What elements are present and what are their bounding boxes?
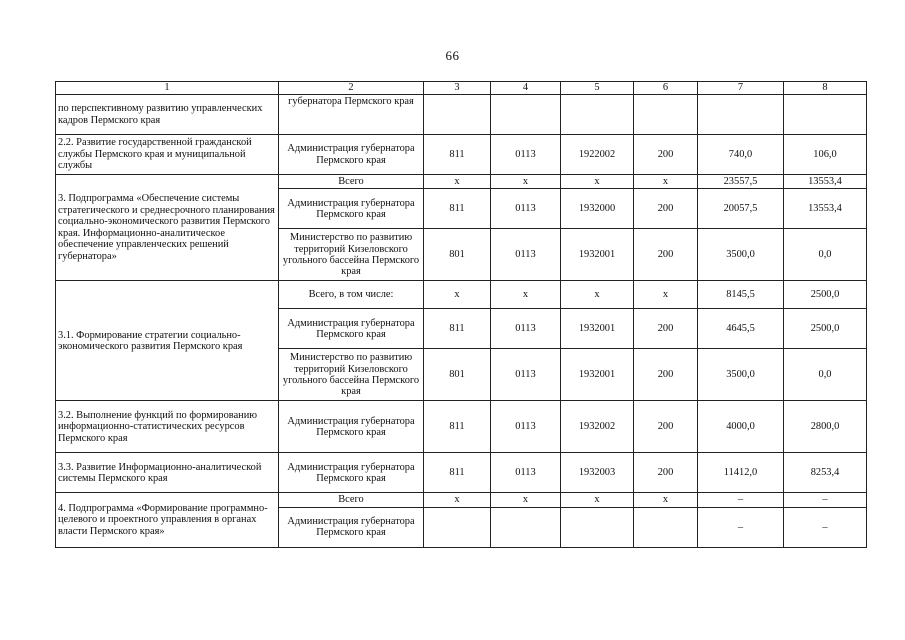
program-name-cell: 4. Подпрограмма «Формирование программно-целевого и проектного управления в органах власти Пермского края» — [56, 493, 279, 547]
table-cell: 1932001 — [561, 349, 634, 401]
table-cell: – — [784, 507, 867, 547]
table-cell: 811 — [424, 401, 491, 453]
table-cell: 200 — [634, 189, 698, 229]
table-cell: 0113 — [491, 189, 561, 229]
table-cell: х — [491, 281, 561, 309]
executor-cell: Всего, в том числе: — [279, 281, 424, 309]
table-cell: 20057,5 — [698, 189, 784, 229]
table-cell: 23557,5 — [698, 175, 784, 189]
executor-cell: Администрация губернатора Пермского края — [279, 309, 424, 349]
executor-cell: Администрация губернатора Пермского края — [279, 401, 424, 453]
table-cell: 1932000 — [561, 189, 634, 229]
table-cell: х — [561, 281, 634, 309]
table-cell: 0113 — [491, 229, 561, 281]
column-header: 1 — [56, 82, 279, 95]
table-cell: 0113 — [491, 401, 561, 453]
table-cell: 0113 — [491, 453, 561, 493]
table-cell: 801 — [424, 349, 491, 401]
table-cell: х — [561, 493, 634, 507]
table-cell — [784, 95, 867, 135]
table-cell: 0,0 — [784, 349, 867, 401]
table-cell: 8145,5 — [698, 281, 784, 309]
executor-cell: Министерство по развитию территорий Кизеловского угольного бассейна Пермского края — [279, 229, 424, 281]
table-cell: х — [634, 281, 698, 309]
table-cell: 0113 — [491, 349, 561, 401]
table-cell: 1932003 — [561, 453, 634, 493]
table-cell: х — [634, 175, 698, 189]
table-cell: 1932001 — [561, 229, 634, 281]
table-cell: 1932001 — [561, 309, 634, 349]
table-cell: 200 — [634, 309, 698, 349]
table-cell: 811 — [424, 309, 491, 349]
table-cell: – — [784, 493, 867, 507]
table-cell: 811 — [424, 189, 491, 229]
budget-table — [55, 81, 867, 548]
table-cell: 4000,0 — [698, 401, 784, 453]
table-cell: – — [698, 493, 784, 507]
table-cell: 0113 — [491, 309, 561, 349]
table-cell: 11412,0 — [698, 453, 784, 493]
table-cell: 811 — [424, 135, 491, 175]
executor-cell: Администрация губернатора Пермского края — [279, 453, 424, 493]
table-cell — [698, 95, 784, 135]
executor-cell: Всего — [279, 493, 424, 507]
table-cell — [491, 507, 561, 547]
table-cell: 2500,0 — [784, 309, 867, 349]
table-cell — [491, 95, 561, 135]
table-cell: 200 — [634, 349, 698, 401]
page-number: 66 — [445, 48, 460, 63]
table-cell: 0,0 — [784, 229, 867, 281]
column-header: 7 — [698, 82, 784, 95]
table-cell — [634, 95, 698, 135]
table-cell: 106,0 — [784, 135, 867, 175]
table-row — [56, 453, 867, 493]
table-cell: 13553,4 — [784, 175, 867, 189]
table-cell: 200 — [634, 453, 698, 493]
table-cell — [424, 95, 491, 135]
table-cell: 1932002 — [561, 401, 634, 453]
table-cell: 740,0 — [698, 135, 784, 175]
table-cell: – — [698, 507, 784, 547]
header-row — [56, 82, 867, 95]
table-row — [56, 493, 867, 507]
table-cell: 1922002 — [561, 135, 634, 175]
executor-cell: губернатора Пермского края — [279, 95, 424, 135]
program-name-cell: 2.2. Развитие государственной гражданской службы Пермского края и муниципальной службы — [56, 135, 279, 175]
table-cell: х — [424, 493, 491, 507]
table-cell: х — [424, 175, 491, 189]
table-cell: 8253,4 — [784, 453, 867, 493]
table-cell: 4645,5 — [698, 309, 784, 349]
column-header: 5 — [561, 82, 634, 95]
executor-cell: Администрация губернатора Пермского края — [279, 135, 424, 175]
table-cell: 0113 — [491, 135, 561, 175]
table-row — [56, 95, 867, 135]
table-cell: 2500,0 — [784, 281, 867, 309]
table-cell: х — [491, 175, 561, 189]
table-cell — [424, 507, 491, 547]
table-cell: х — [491, 493, 561, 507]
table-row — [56, 175, 867, 189]
table-cell: 3500,0 — [698, 349, 784, 401]
table-row — [56, 401, 867, 453]
executor-cell: Министерство по развитию территорий Кизеловского угольного бассейна Пермского края — [279, 349, 424, 401]
table-cell: 2800,0 — [784, 401, 867, 453]
program-name-cell: 3.2. Выполнение функций по формированию информационно-статистических ресурсов Пермского края — [56, 401, 279, 453]
executor-cell: Администрация губернатора Пермского края — [279, 507, 424, 547]
table-cell: 811 — [424, 453, 491, 493]
column-header: 2 — [279, 82, 424, 95]
table-cell — [561, 95, 634, 135]
table-cell: 200 — [634, 229, 698, 281]
table-cell: 801 — [424, 229, 491, 281]
table-cell: 200 — [634, 135, 698, 175]
table-cell: х — [424, 281, 491, 309]
program-name-cell: по перспективному развитию управленческих кадров Пермского края — [56, 95, 279, 135]
table-cell: х — [634, 493, 698, 507]
column-header: 6 — [634, 82, 698, 95]
program-name-cell: 3. Подпрограмма «Обеспечение системы стратегического и среднесрочного планирования социально-экономического развития Пермского края. Информационно-аналитическое обеспечение управленческих решений губернатора» — [56, 175, 279, 281]
table-cell — [634, 507, 698, 547]
column-header: 3 — [424, 82, 491, 95]
column-header: 8 — [784, 82, 867, 95]
table-cell: 13553,4 — [784, 189, 867, 229]
column-header: 4 — [491, 82, 561, 95]
program-name-cell: 3.1. Формирование стратегии социально-экономического развития Пермского края — [56, 281, 279, 401]
table-row — [56, 135, 867, 175]
executor-cell: Всего — [279, 175, 424, 189]
executor-cell: Администрация губернатора Пермского края — [279, 189, 424, 229]
program-name-cell: 3.3. Развитие Информационно-аналитической системы Пермского края — [56, 453, 279, 493]
table-cell — [561, 507, 634, 547]
table-cell: х — [561, 175, 634, 189]
table-cell: 200 — [634, 401, 698, 453]
table-cell: 3500,0 — [698, 229, 784, 281]
table-row — [56, 281, 867, 309]
